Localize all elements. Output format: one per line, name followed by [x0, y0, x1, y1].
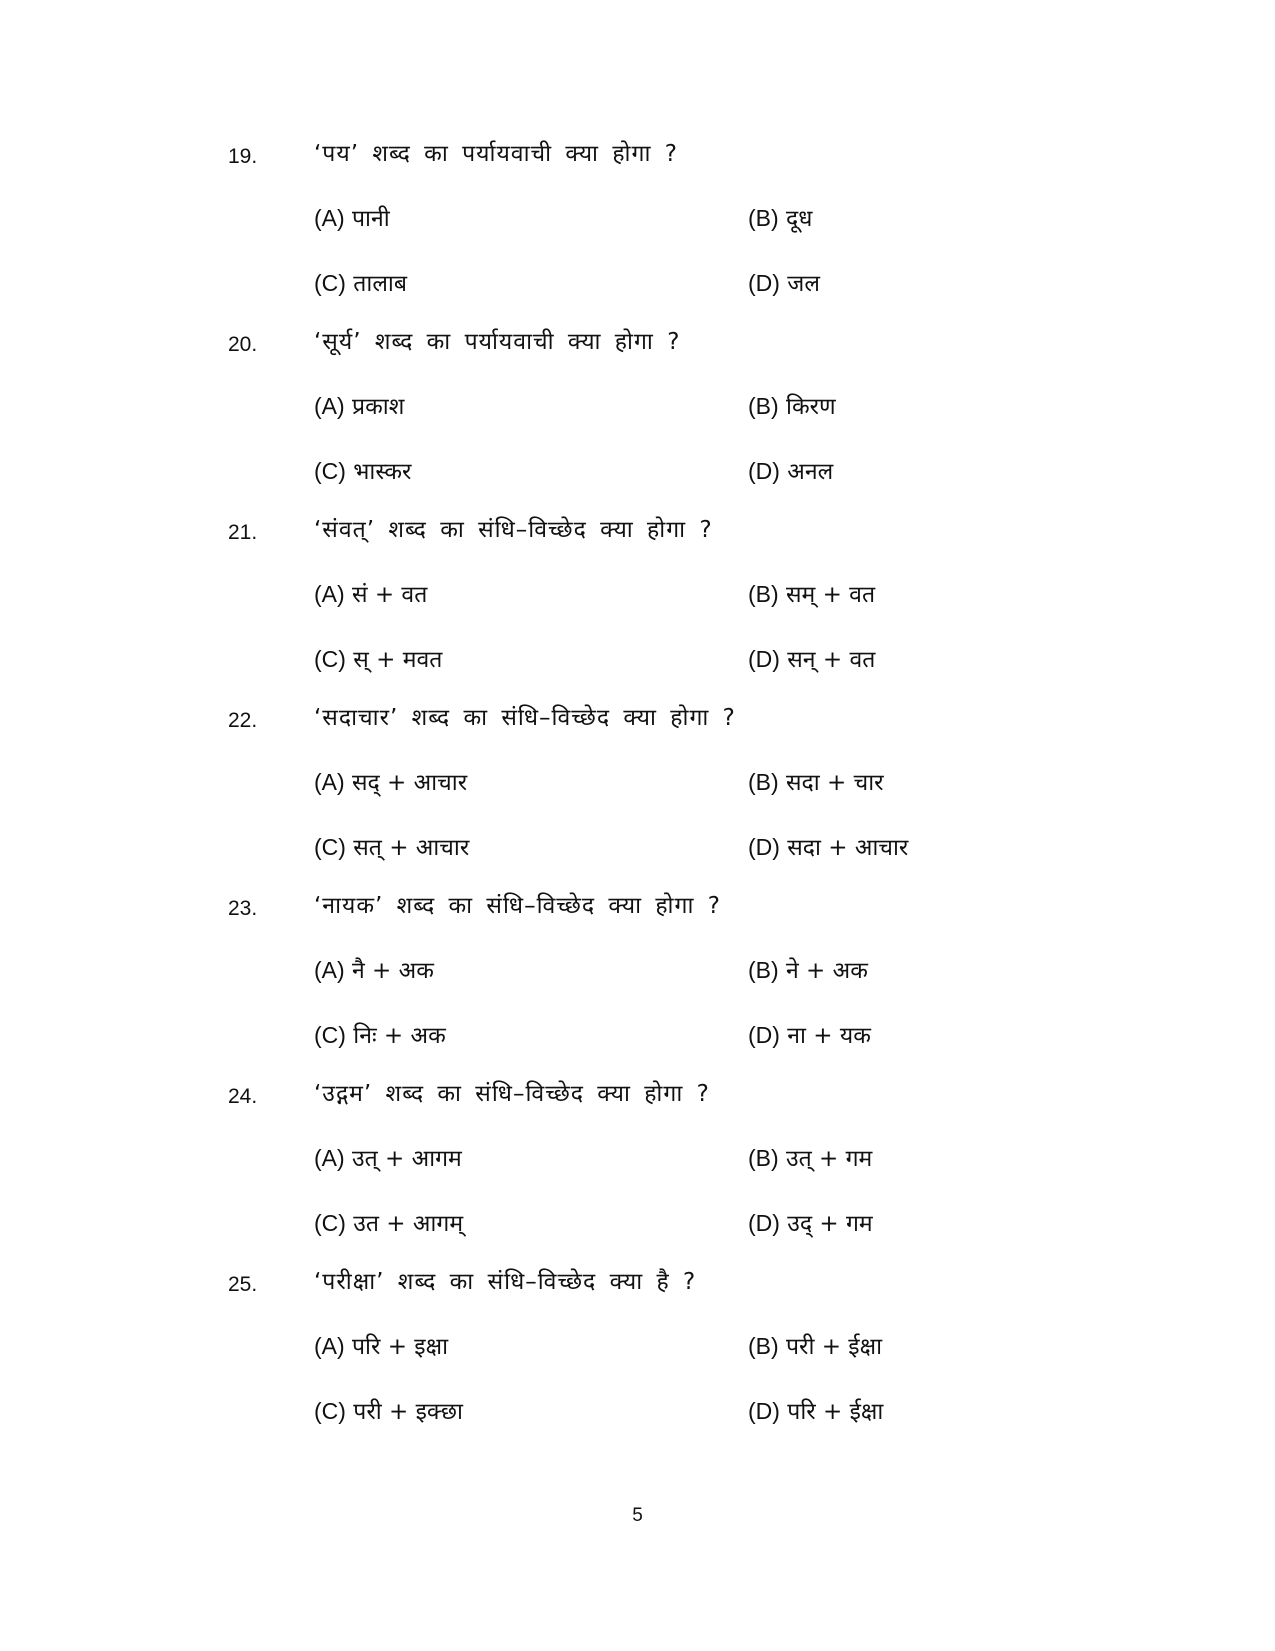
question-23 [0, 889, 1275, 1079]
option-letter: (C) [314, 270, 346, 296]
page-number: 5 [632, 1505, 643, 1526]
option-c [314, 642, 442, 677]
option-letter: (B) [748, 1333, 779, 1359]
option-text: परि + इक्षा [351, 1334, 449, 1360]
option-text: दूध [785, 206, 813, 232]
option-text: जल [787, 271, 820, 297]
option-a [314, 953, 434, 988]
option-b [748, 765, 884, 800]
option-a [314, 1141, 462, 1176]
option-letter: (C) [314, 1210, 346, 1236]
question-20 [0, 325, 1275, 515]
option-c [314, 1394, 463, 1429]
option-text: प्रकाश [351, 394, 405, 420]
question-22 [0, 701, 1275, 891]
question-21 [0, 513, 1275, 703]
option-b [748, 577, 875, 612]
option-c [314, 1018, 446, 1053]
option-letter: (D) [748, 646, 780, 672]
question-number: 23. [228, 897, 258, 920]
option-letter: (C) [314, 1022, 346, 1048]
question-number: 24. [228, 1085, 258, 1108]
option-letter: (B) [748, 769, 779, 795]
question-text: ‘सूर्य’ शब्द का पर्यायवाची क्या होगा ? [314, 329, 681, 355]
question-19 [0, 137, 1275, 327]
option-text: उत् + आगम [351, 1146, 462, 1172]
option-a [314, 577, 427, 612]
option-letter: (B) [748, 205, 779, 231]
option-text: निः + अक [353, 1023, 446, 1049]
option-c [314, 454, 411, 489]
question-number: 20. [228, 333, 258, 356]
option-letter: (C) [314, 1398, 346, 1424]
option-letter: (D) [748, 1210, 780, 1236]
option-text: पानी [351, 206, 390, 232]
option-text: अनल [787, 459, 834, 485]
option-letter: (C) [314, 458, 346, 484]
option-a [314, 1329, 448, 1364]
option-letter: (A) [314, 205, 345, 231]
option-text: उद् + गम [787, 1211, 873, 1237]
option-letter: (A) [314, 769, 345, 795]
option-text: स् + मवत [353, 647, 443, 673]
option-a [314, 765, 467, 800]
option-letter: (B) [748, 393, 779, 419]
question-number: 25. [228, 1273, 258, 1296]
question-text: ‘परीक्षा’ शब्द का संधि–विच्छेद क्या है ? [314, 1269, 697, 1295]
option-d [748, 1018, 871, 1053]
option-letter: (B) [748, 957, 779, 983]
option-a [314, 389, 404, 424]
question-24 [0, 1077, 1275, 1267]
option-d [748, 1206, 873, 1241]
option-text: सद् + आचार [351, 770, 468, 796]
option-text: परि + ईक्षा [787, 1399, 884, 1425]
option-letter: (A) [314, 581, 345, 607]
option-text: उत् + गम [785, 1146, 873, 1172]
option-b [748, 1141, 872, 1176]
option-text: तालाब [353, 271, 408, 297]
question-text: ‘उद्गम’ शब्द का संधि–विच्छेद क्या होगा ? [314, 1081, 710, 1107]
option-c [314, 830, 469, 865]
option-text: उत + आगम् [353, 1211, 464, 1237]
option-b [748, 1329, 882, 1364]
option-text: सदा + चार [785, 770, 884, 796]
option-c [314, 266, 407, 301]
option-letter: (D) [748, 270, 780, 296]
option-d [748, 642, 875, 677]
option-d [748, 830, 908, 865]
option-text: किरण [785, 394, 836, 420]
option-letter: (D) [748, 1398, 780, 1424]
option-text: परी + ईक्षा [785, 1334, 883, 1360]
question-number: 21. [228, 521, 258, 544]
question-number: 19. [228, 145, 258, 168]
option-letter: (B) [748, 1145, 779, 1171]
option-text: भास्कर [353, 459, 412, 485]
option-letter: (D) [748, 458, 780, 484]
question-text: ‘पय’ शब्द का पर्यायवाची क्या होगा ? [314, 141, 678, 167]
option-letter: (A) [314, 957, 345, 983]
option-text: नै + अक [351, 958, 434, 984]
option-d [748, 266, 820, 301]
option-b [748, 201, 812, 236]
option-letter: (A) [314, 1333, 345, 1359]
option-text: सन् + वत [787, 647, 876, 673]
option-text: ने + अक [785, 958, 868, 984]
option-text: सदा + आचार [787, 835, 909, 861]
option-b [748, 389, 836, 424]
option-letter: (D) [748, 1022, 780, 1048]
option-b [748, 953, 868, 988]
option-text: सं + वत [351, 582, 428, 608]
question-text: ‘सदाचार’ शब्द का संधि–विच्छेद क्या होगा ? [314, 705, 736, 731]
question-text: ‘संवत्’ शब्द का संधि–विच्छेद क्या होगा ? [314, 517, 713, 543]
option-letter: (B) [748, 581, 779, 607]
option-letter: (C) [314, 646, 346, 672]
option-d [748, 1394, 883, 1429]
option-text: सम् + वत [785, 582, 876, 608]
option-letter: (C) [314, 834, 346, 860]
option-text: सत् + आचार [353, 835, 470, 861]
option-letter: (A) [314, 393, 345, 419]
option-c [314, 1206, 463, 1241]
question-text: ‘नायक’ शब्द का संधि–विच्छेद क्या होगा ? [314, 893, 721, 919]
question-number: 22. [228, 709, 258, 732]
option-d [748, 454, 833, 489]
option-text: परी + इक्छा [353, 1399, 463, 1425]
option-a [314, 201, 390, 236]
option-letter: (A) [314, 1145, 345, 1171]
question-25 [0, 1265, 1275, 1455]
option-letter: (D) [748, 834, 780, 860]
option-text: ना + यक [787, 1023, 871, 1049]
